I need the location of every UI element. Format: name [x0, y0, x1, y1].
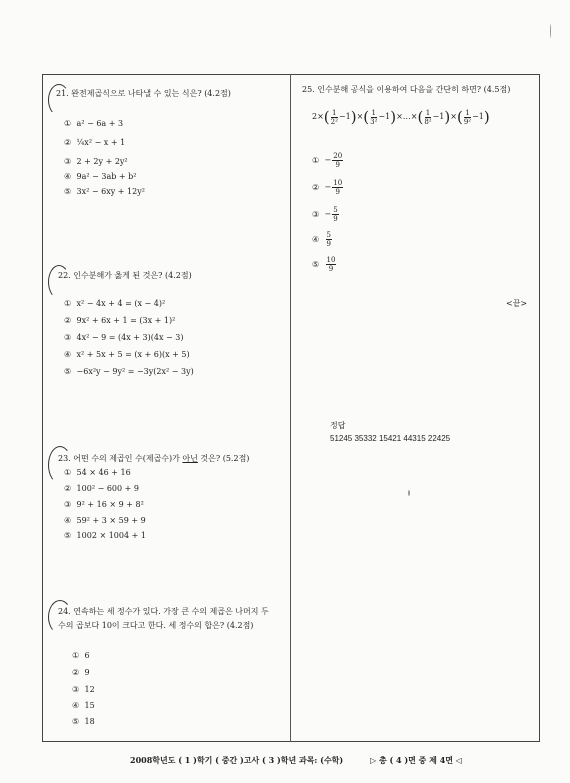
q21-choice-3 [64, 156, 128, 167]
circled-3: ③ [64, 157, 72, 166]
circled-1: ① [72, 651, 80, 660]
q23-stem-part3: 것은? (5.2점) [197, 454, 250, 463]
circled-4: ④ [64, 172, 72, 181]
q21-choice-5-text: 3x² − 6xy + 12y² [76, 187, 145, 196]
ellipsis: ×…× [396, 112, 418, 121]
formula-frac-1: $\frac{1}{\text{2²}}$ [330, 108, 338, 126]
q21-choice-1-text: a² − 6a + 3 [76, 119, 124, 128]
q25-stem: 25. 인수분해 공식을 이용하여 다음을 간단히 하면? (4.5점) [302, 85, 511, 94]
q22-choice-4 [64, 349, 190, 360]
circled-4: ④ [72, 701, 80, 710]
q22-choice-2 [64, 315, 175, 326]
answer-label: 정답 [330, 421, 346, 430]
q21-stem: 21. 완전제곱식으로 나타낼 수 있는 식은? (4.2점) [56, 89, 231, 98]
q24-choice-4 [72, 700, 95, 711]
q23-choice-3-text: 9² + 16 × 9 + 8² [76, 500, 144, 509]
q23-stem-part1: 23. 어떤 수의 제곱인 수(제곱수)가 [58, 454, 183, 463]
end-mark: <끝> [506, 299, 528, 308]
q24-choice-1-text: 6 [84, 651, 90, 660]
q22-choice-4-text: x² + 5x + 5 = (x + 6)(x + 5) [76, 350, 190, 359]
circled-3: ③ [64, 500, 72, 509]
footer-exam-info: 2008학년도 ( 1 )학기 ( 중간 )고사 ( 3 )학년 과목: (수학) [130, 755, 344, 765]
q24-choice-5-text: 18 [84, 717, 95, 726]
circled-1: ① [64, 299, 72, 308]
q21-choice-4 [64, 171, 137, 182]
answer-key: 51245 35332 15421 44315 22425 [330, 434, 451, 443]
q23-stem [58, 453, 249, 464]
q23-choice-5-text: 1002 × 1004 + 1 [76, 531, 146, 540]
q25-formula: 2×( $\frac{1}{\text{2²}}$ −1)×( $\frac{1}{\text{3²}}$ −1)×…×( $\frac{1}{\text{8²}}$ −1)×( $\frac{1}{\text{9²}}$ −1) [312, 108, 490, 126]
q24-choice-2-text: 9 [84, 668, 90, 677]
column-divider [290, 74, 291, 742]
q24-choice-1 [72, 650, 90, 661]
q23-choice-2-text: 100² − 600 + 9 [76, 484, 139, 493]
circled-3: ③ [64, 333, 72, 342]
q21-choice-1 [64, 118, 123, 129]
formula-frac-3: $\frac{1}{\text{8²}}$ [424, 108, 432, 126]
formula-frac-4: $\frac{1}{\text{9²}}$ [463, 108, 472, 126]
q23-choice-4-text: 59² + 3 × 59 + 9 [76, 516, 146, 525]
scan-speck [408, 490, 410, 496]
q21-choice-4-text: 9a² − 3ab + b² [76, 172, 137, 181]
q21-choice-5 [64, 186, 145, 197]
circled-2: ② [64, 138, 72, 147]
q22-choice-1-text: x² − 4x + 4 = (x − 4)² [76, 299, 166, 308]
q22-choice-3 [64, 332, 183, 343]
q22-choice-3-text: 4x² − 9 = (4x + 3)(4x − 3) [76, 333, 184, 342]
times-sign: × [450, 112, 457, 121]
circled-5: ⑤ [64, 367, 72, 376]
circled-5: ⑤ [312, 259, 320, 269]
q24-choice-5 [72, 716, 95, 727]
handwritten-mark [48, 600, 72, 634]
q23-stem-emphasis: 아닌 [182, 454, 198, 463]
scan-speck [550, 24, 551, 38]
formula-lead: 2× [312, 112, 324, 121]
q23-choice-1-text: 54 × 46 + 16 [76, 468, 131, 477]
handwritten-mark [48, 265, 70, 299]
q22-stem: 22. 인수분해가 옳게 된 것은? (4.2점) [58, 271, 192, 280]
circled-1: ① [64, 119, 72, 128]
q22-choice-1 [64, 298, 165, 309]
q23-choice-2 [64, 483, 139, 494]
q23-choice-1 [64, 467, 131, 478]
q22-choice-2-text: 9x² + 6x + 1 = (3x + 1)² [76, 316, 176, 325]
formula-frac-2: $\frac{1}{\text{3²}}$ [370, 108, 378, 126]
q22-choice-5-text: −6x²y − 9y² = −3y(2x² − 3y) [76, 367, 194, 376]
minus-one: −1 [472, 112, 484, 121]
circled-5: ⑤ [64, 531, 72, 540]
q25-choice-4: ④ $\frac{5}{9}$ [312, 231, 332, 248]
q24-stem-line2: 수의 곱보다 10이 크다고 한다. 세 정수의 합은? (4.2점) [58, 621, 254, 630]
q23-choice-5 [64, 530, 146, 541]
handwritten-mark [48, 84, 70, 116]
circled-3: ③ [312, 209, 320, 219]
circled-5: ⑤ [64, 187, 72, 196]
circled-4: ④ [64, 350, 72, 359]
handwritten-mark [48, 446, 72, 484]
times-sign: × [356, 112, 364, 121]
q22-choice-5 [64, 366, 194, 377]
q25-choice-2: ② − $\frac{10}{9}$ [312, 179, 343, 196]
circled-2: ② [312, 182, 320, 192]
q25-choice-3: ③ − $\frac{5}{9}$ [312, 206, 338, 223]
circled-4: ④ [64, 516, 72, 525]
q25-choice-1: ① − $\frac{20}{9}$ [312, 152, 343, 169]
q23-choice-3 [64, 499, 144, 510]
q24-stem-line1: 24. 연속하는 세 정수가 있다. 가장 큰 수의 제곱은 나머지 두 [58, 607, 269, 616]
q23-choice-4 [64, 515, 146, 526]
circled-2: ② [72, 668, 80, 677]
circled-1: ① [312, 155, 320, 165]
circled-3: ③ [72, 685, 80, 694]
q21-choice-2 [64, 137, 125, 148]
circled-2: ② [64, 484, 72, 493]
q25-choice-5: ⑤ $\frac{10}{9}$ [312, 256, 336, 273]
q24-choice-3-text: 12 [84, 685, 95, 694]
circled-2: ② [64, 316, 72, 325]
minus-one: −1 [338, 112, 351, 121]
q24-choice-3 [72, 684, 95, 695]
q21-choice-3-text: 2 + 2y + 2y² [76, 157, 128, 166]
q21-choice-2-text: ¼x² − x + 1 [76, 138, 126, 147]
q24-choice-2 [72, 667, 90, 678]
circled-1: ① [64, 468, 72, 477]
footer-page-info: ▷ 총 ( 4 )면 중 제 4면 ◁ [370, 755, 462, 765]
minus-one: −1 [432, 112, 445, 121]
circled-4: ④ [312, 234, 320, 244]
minus-one: −1 [378, 112, 391, 121]
q24-choice-4-text: 15 [84, 701, 95, 710]
circled-5: ⑤ [72, 717, 80, 726]
